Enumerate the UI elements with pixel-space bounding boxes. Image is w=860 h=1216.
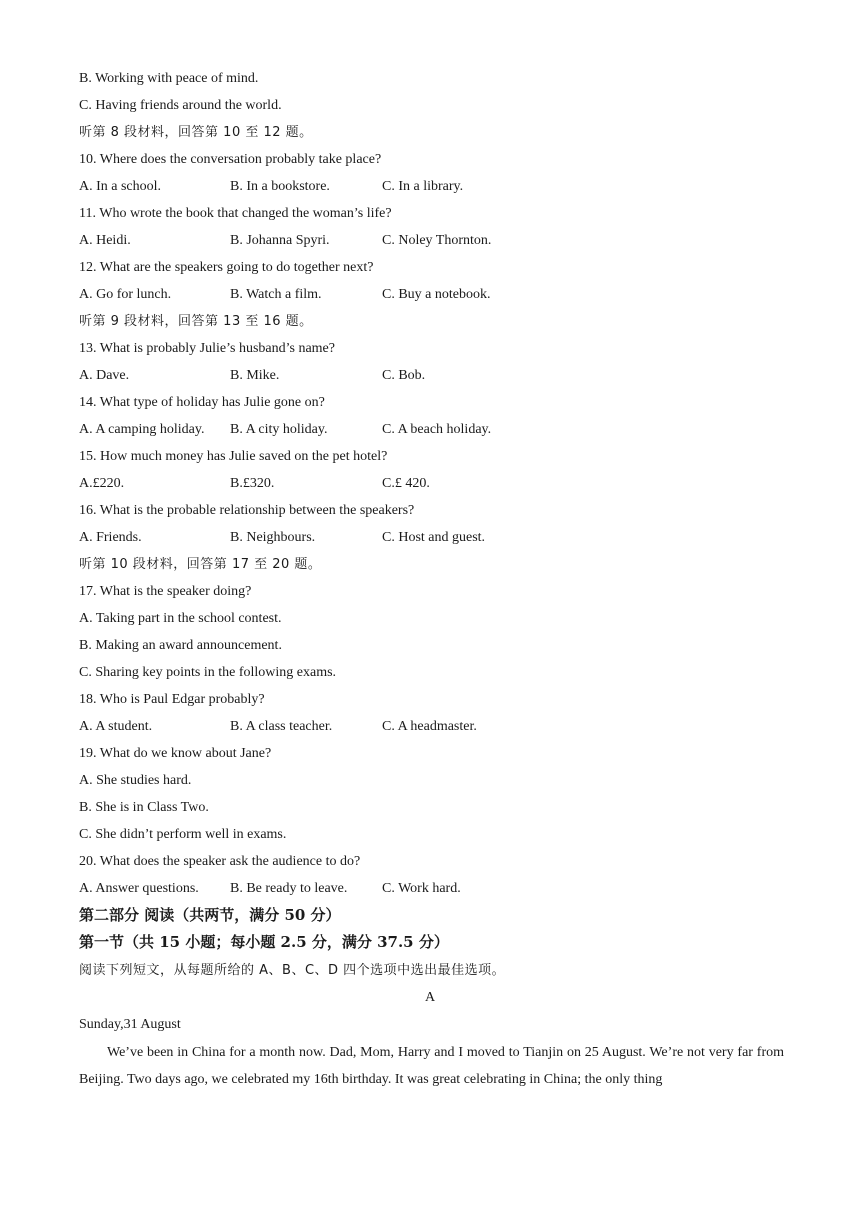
question-12: 12. What are the speakers going to do together next? [79,260,374,275]
option-c: C. Noley Thornton. [382,233,492,248]
question-14: 14. What type of holiday has Julie gone on? [79,395,325,410]
option-line: C. Having friends around the world. [79,98,282,113]
section-instruction: 听第 9 段材料，回答第 13 至 16 题。 [79,314,313,329]
option-c: C. A headmaster. [382,719,477,734]
section-heading: 第一节（共 15 小题；每小题 2.5 分，满分 37.5 分） [79,933,449,951]
option-b: B. Johanna Spyri. [230,233,330,248]
passage-paragraph: We’ve been in China for a month now. Dad, Mom, Harry and I moved to Tianjin on 25 August. We’re not very far from Beijing. Two days ago, we celebrated my 16th birthday. It was great celebrating in China; the only thing [79,1045,784,1087]
option-a: A.£220. [79,476,125,491]
question-15: 15. How much money has Julie saved on the pet hotel? [79,449,388,464]
option-c: C. Host and guest. [382,530,486,545]
question-19: 19. What do we know about Jane? [79,746,272,761]
option-a: A. Go for lunch. [79,287,172,302]
option-a: A. A student. [79,719,153,734]
section-instruction: 听第 10 段材料，回答第 17 至 20 题。 [79,557,322,572]
question-18: 18. Who is Paul Edgar probably? [79,692,265,707]
option-b: B. A city holiday. [230,422,328,437]
option-c: C. Sharing key points in the following exams. [79,665,337,680]
option-a: A. In a school. [79,179,162,194]
passage-label: A [424,990,436,1005]
option-a: A. Taking part in the school contest. [79,611,282,626]
question-10: 10. Where does the conversation probably take place? [79,152,382,167]
option-a: A. A camping holiday. [79,422,205,437]
option-a: A. She studies hard. [79,773,192,788]
option-b: B. Making an award announcement. [79,638,282,653]
option-b: B. Mike. [230,368,280,383]
option-a: A. Heidi. [79,233,131,248]
question-17: 17. What is the speaker doing? [79,584,252,599]
option-b: B.£320. [230,476,275,491]
section-instruction: 听第 8 段材料，回答第 10 至 12 题。 [79,125,313,140]
option-b: B. A class teacher. [230,719,333,734]
option-c: C. A beach holiday. [382,422,492,437]
question-16: 16. What is the probable relationship between the speakers? [79,503,415,518]
question-11: 11. Who wrote the book that changed the woman’s life? [79,206,392,221]
option-c: C. In a library. [382,179,464,194]
option-c: C. Buy a notebook. [382,287,491,302]
option-line: B. Working with peace of mind. [79,71,259,86]
part-heading: 第二部分 阅读（共两节，满分 50 分） [79,906,341,924]
question-20: 20. What does the speaker ask the audience to do? [79,854,361,869]
option-a: A. Answer questions. [79,881,199,896]
question-13: 13. What is probably Julie’s husband’s name? [79,341,335,356]
option-b: B. Watch a film. [230,287,322,302]
option-c: C.£ 420. [382,476,430,491]
diary-date: Sunday,31 August [79,1017,181,1032]
option-a: A. Friends. [79,530,142,545]
option-c: C. Work hard. [382,881,461,896]
option-c: C. Bob. [382,368,426,383]
option-b: B. Be ready to leave. [230,881,348,896]
option-c: C. She didn’t perform well in exams. [79,827,287,842]
reading-instruction: 阅读下列短文，从每题所给的 A、B、C、D 四个选项中选出最佳选项。 [79,963,506,978]
option-b: B. In a bookstore. [230,179,330,194]
option-b: B. She is in Class Two. [79,800,209,815]
option-b: B. Neighbours. [230,530,316,545]
option-a: A. Dave. [79,368,130,383]
